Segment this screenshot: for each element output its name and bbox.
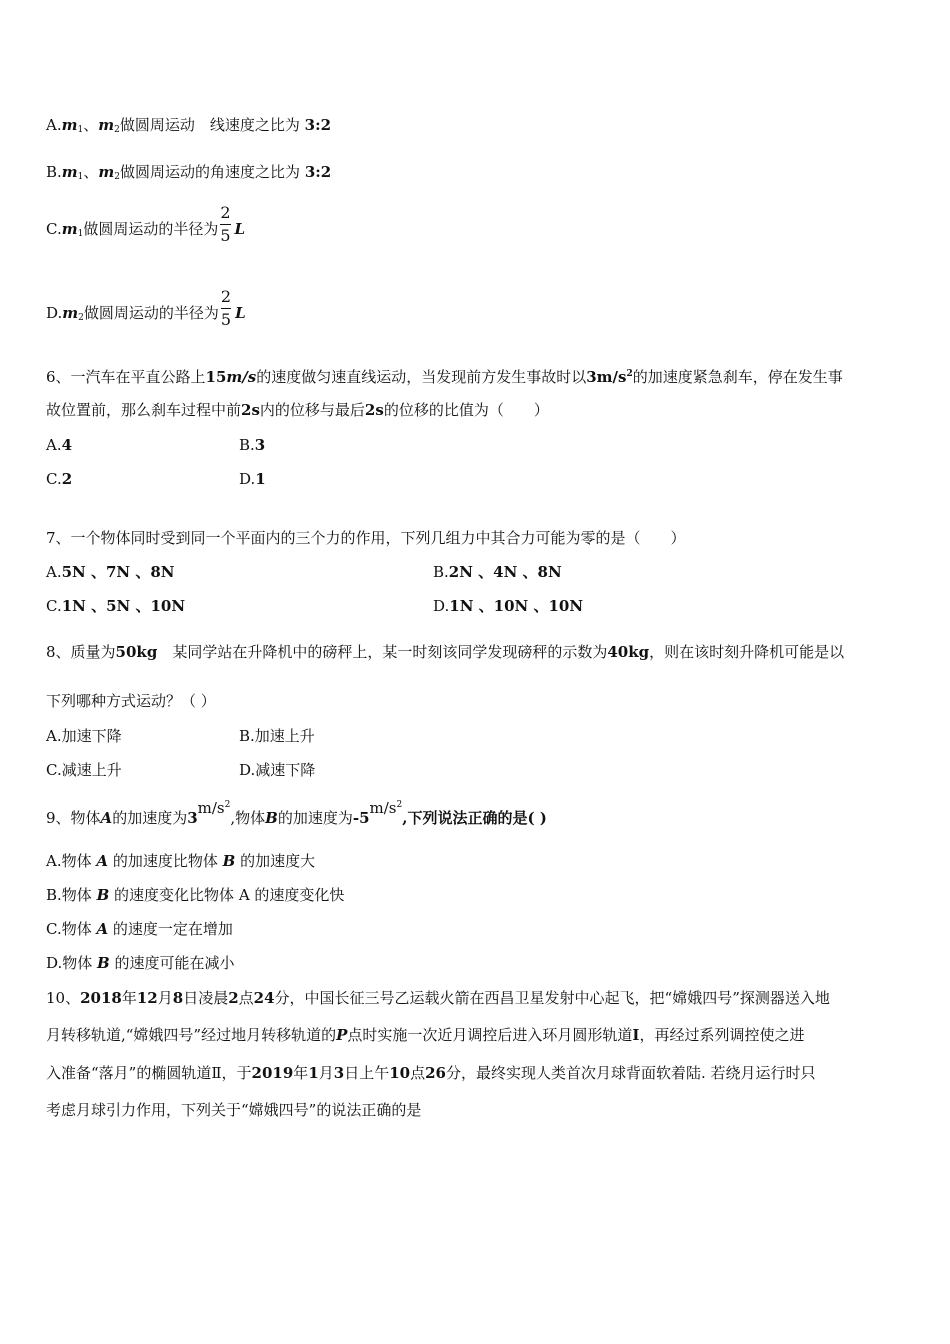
text: 9、物体 xyxy=(46,809,101,827)
value: 24 xyxy=(253,989,275,1007)
q7-option-a[interactable] xyxy=(46,562,175,582)
option-label: C. xyxy=(46,597,62,615)
text: 分，中国长征三号乙运载火箭在西昌卫星发射中心起飞，把“嫦娥四号”探测器送入地 xyxy=(274,989,830,1007)
fraction-bar xyxy=(220,224,230,225)
text: 的速度可能在减小 xyxy=(114,954,235,972)
q5-option-d[interactable] xyxy=(46,285,246,346)
option-value: 5N 、7N 、8N xyxy=(61,563,175,581)
option-label: A. xyxy=(46,116,62,134)
q9-option-a[interactable] xyxy=(46,851,315,871)
text: 10、 xyxy=(46,989,81,1007)
var-b: B xyxy=(97,954,110,972)
fraction xyxy=(221,287,231,330)
q6-option-c[interactable] xyxy=(46,469,72,489)
text: A.物体 xyxy=(46,852,92,870)
text: 的位移的比值为（ ） xyxy=(383,401,549,419)
var-a: A xyxy=(96,920,109,938)
unit: m/s xyxy=(226,368,257,386)
text: 故位置前，那么刹车过程中前 xyxy=(46,401,242,419)
value: 3m/s xyxy=(586,368,627,386)
value: 12 xyxy=(136,989,158,1007)
subscript: 1 xyxy=(77,229,84,239)
q9-stem xyxy=(46,799,547,828)
value: 2 xyxy=(228,989,239,1007)
fraction xyxy=(220,203,230,246)
q10-line3 xyxy=(46,1063,816,1083)
option-label: C. xyxy=(46,470,62,488)
text: 8、质量为 xyxy=(46,643,116,661)
option-label: D. xyxy=(239,470,256,488)
superscript: 2 xyxy=(626,369,633,379)
text: C.物体 xyxy=(46,920,92,938)
var-b: B xyxy=(96,886,110,904)
option-text: 做圆周运动的半径为 xyxy=(83,304,219,322)
text: B.物体 xyxy=(46,886,92,904)
text: ,下列说法正确的是( ) xyxy=(402,809,547,827)
option-text: 做圆周运动的半径为 xyxy=(83,220,219,238)
text: 的速度一定在增加 xyxy=(112,920,233,938)
q6-stem-line2 xyxy=(46,400,549,420)
fraction-bar xyxy=(221,308,231,309)
option-text: 做圆周运动 线速度之比为 xyxy=(119,116,300,134)
value: 15 xyxy=(205,368,227,386)
q8-stem-line1 xyxy=(46,642,844,662)
text: ，再经过系列调控使之进 xyxy=(639,1026,805,1044)
text: 月转移轨道,“嫦娥四号”经过地月转移轨道的 xyxy=(46,1026,337,1044)
text: ，则在该时刻升降机可能是以 xyxy=(649,643,845,661)
q7-option-b[interactable] xyxy=(433,562,562,582)
var-m: m xyxy=(61,220,78,238)
unit xyxy=(370,799,403,817)
var-l: L xyxy=(234,220,246,238)
option-value: 1 xyxy=(255,470,266,488)
q6-option-b[interactable] xyxy=(239,435,265,455)
q9-option-d[interactable] xyxy=(46,953,235,973)
text: 月 xyxy=(318,1064,334,1082)
subscript: 2 xyxy=(78,313,84,323)
q5-option-a[interactable] xyxy=(46,115,331,140)
q8-option-b[interactable]: B.加速上升 xyxy=(239,727,315,745)
text: 的速度变化比物体 A 的速度变化快 xyxy=(114,886,345,904)
subscript: 1 xyxy=(77,172,84,182)
text: 入准备“落月”的椭圆轨道Ⅱ，于 xyxy=(46,1064,252,1082)
text: ,物体 xyxy=(230,809,266,827)
q9-option-b[interactable] xyxy=(46,885,344,905)
subscript: 2 xyxy=(114,125,120,135)
var-m: m xyxy=(61,116,78,134)
numerator: 2 xyxy=(220,202,231,222)
text: D.物体 xyxy=(46,954,93,972)
unit xyxy=(198,799,231,817)
q7-option-d[interactable] xyxy=(433,596,583,616)
option-label: B. xyxy=(433,563,449,581)
option-label: B. xyxy=(46,163,62,181)
value: 3 xyxy=(333,1064,345,1082)
text: 日上午 xyxy=(344,1064,390,1082)
text: 的加速度为 xyxy=(277,809,353,827)
text: 的加速度大 xyxy=(240,852,316,870)
subscript: 2 xyxy=(114,172,121,182)
var-p: P xyxy=(336,1026,348,1044)
orbit-label: I xyxy=(632,1026,640,1044)
value: 10 xyxy=(389,1064,411,1082)
unit-text: m/s xyxy=(197,799,225,817)
q6-stem-line1 xyxy=(46,364,843,387)
subscript: 1 xyxy=(77,125,84,135)
q6-option-a[interactable] xyxy=(46,435,72,455)
option-label: C. xyxy=(46,220,62,238)
value: 1 xyxy=(308,1064,319,1082)
text: 点 xyxy=(410,1064,426,1082)
value: 26 xyxy=(425,1064,446,1082)
option-value: 2 xyxy=(61,470,73,488)
option-text: 做圆周运动的角速度之比为 xyxy=(120,163,301,181)
value: 2018 xyxy=(80,989,122,1007)
var-b: B xyxy=(222,852,236,870)
ratio: 3:2 xyxy=(304,163,332,181)
text: 年 xyxy=(121,989,137,1007)
option-value: 2N 、4N 、8N xyxy=(448,563,562,581)
q10-line2 xyxy=(46,1025,804,1045)
var-m: m xyxy=(98,163,115,181)
value: -5 xyxy=(352,809,370,827)
var-b: B xyxy=(265,809,278,827)
q7-stem: 7、一个物体同时受到同一个平面内的三个力的作用，下列几组力中其合力可能为零的是（ ） xyxy=(46,529,686,547)
q9-option-c[interactable] xyxy=(46,919,233,939)
option-value: 1N 、10N 、10N xyxy=(449,597,584,615)
text: 某同学站在升降机中的磅秤上，某一时刻该同学发现磅秤的示数为 xyxy=(157,643,608,661)
option-value: 3 xyxy=(254,436,266,454)
var-a: A xyxy=(100,809,113,827)
option-label: D. xyxy=(433,597,450,615)
q6-option-d[interactable] xyxy=(239,469,266,489)
q8-option-d[interactable]: D.减速下降 xyxy=(239,761,316,779)
option-value: 1N 、5N 、10N xyxy=(61,597,186,615)
separator: 、 xyxy=(83,163,99,181)
superscript: 2 xyxy=(396,800,403,810)
text: 的速度做匀速直线运动，当发现前方发生事故时以 xyxy=(256,368,587,386)
superscript: 2 xyxy=(224,800,231,810)
ratio: 3:2 xyxy=(304,116,332,134)
q8-option-c[interactable]: C.减速上升 xyxy=(46,761,122,779)
q5-option-c[interactable] xyxy=(46,201,245,262)
q10-line1 xyxy=(46,988,830,1008)
value: 2s xyxy=(364,401,384,419)
text: 分，最终实现人类首次月球背面软着陆. 若绕月运行时只 xyxy=(445,1064,816,1082)
value: 2s xyxy=(241,401,260,419)
q8-stem-line2: 下列哪种方式运动？（ ） xyxy=(46,692,216,710)
option-label: D. xyxy=(46,304,63,322)
var-l: L xyxy=(235,304,246,322)
denominator: 5 xyxy=(220,309,232,329)
text: 的加速度比物体 xyxy=(112,852,218,870)
text: 月 xyxy=(157,989,173,1007)
var-m: m xyxy=(98,116,115,134)
q5-option-b[interactable] xyxy=(46,162,331,187)
var-m: m xyxy=(62,304,79,322)
q10-line4: 考虑月球引力作用，下列关于“嫦娥四号”的说法正确的是 xyxy=(46,1101,422,1119)
option-label: A. xyxy=(46,436,62,454)
var-m: m xyxy=(61,163,78,181)
text: 年 xyxy=(293,1064,309,1082)
value: 8 xyxy=(172,989,184,1007)
q8-option-a[interactable]: A.加速下降 xyxy=(46,727,122,745)
text: 的加速度紧急刹车，停在发生事 xyxy=(632,368,843,386)
text: 6、一汽车在平直公路上 xyxy=(46,368,206,386)
option-value: 4 xyxy=(61,436,73,454)
numerator: 2 xyxy=(220,286,232,306)
denominator: 5 xyxy=(220,225,231,245)
text: 内的位移与最后 xyxy=(259,401,365,419)
value: 2019 xyxy=(251,1064,294,1082)
text: 的加速度为 xyxy=(112,809,188,827)
var-a: A xyxy=(96,852,109,870)
text: 点时实施一次近月调控后进入环月圆形轨道 xyxy=(347,1026,633,1044)
value: 3 xyxy=(187,809,198,827)
separator: 、 xyxy=(83,116,99,134)
option-label: B. xyxy=(239,436,255,454)
text: 点 xyxy=(238,989,254,1007)
value: 50kg xyxy=(115,643,158,661)
value: 40kg xyxy=(607,643,650,661)
text: 日凌晨 xyxy=(183,989,229,1007)
unit-text: m/s xyxy=(369,799,397,817)
option-label: A. xyxy=(46,563,62,581)
q7-option-c[interactable] xyxy=(46,596,185,616)
